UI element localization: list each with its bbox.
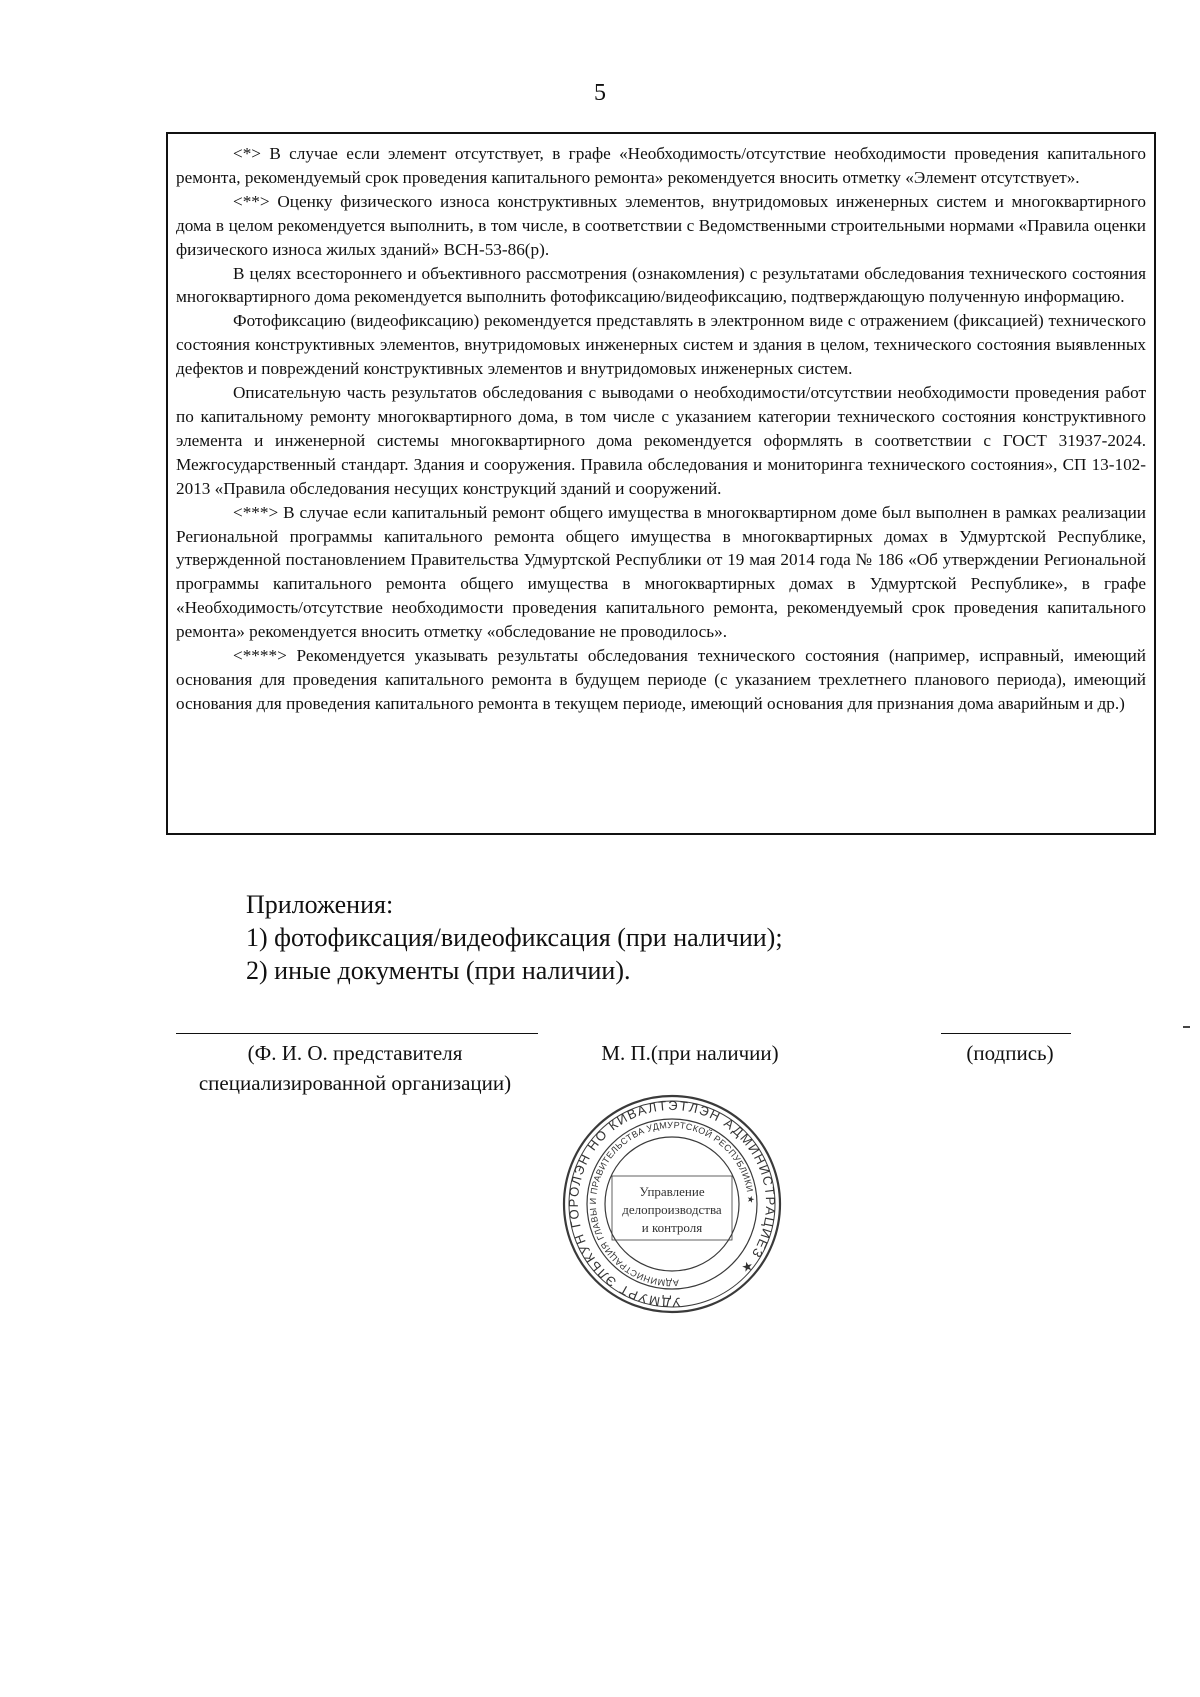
- margin-tick-mark: [1183, 1026, 1190, 1028]
- attachment-item: 1) фотофиксация/видеофиксация (при наличии);: [246, 923, 783, 952]
- attachments-section: [246, 888, 783, 987]
- note-photo-recording: В целях всестороннего и объективного рассмотрения (ознакомления) с результатами обследования технического состояния многоквартирного дома рекомендуется выполнить фотофиксацию/видеофиксацию, подтверждающую полученную информацию.: [176, 263, 1146, 307]
- attachment-item: 2) иные документы (при наличии).: [246, 956, 631, 985]
- seal-outer-ring-text: УДМУРТ ЭЛЬКУН ГОРОЛЭН НО КИВАЛТЭТЛЭН АДМИНИСТРАЦИЕЗ ★: [565, 1097, 779, 1311]
- seal-graphic: [560, 1092, 784, 1316]
- page-number: 5: [594, 80, 606, 106]
- footnotes-box: [166, 132, 1156, 835]
- fio-caption-line2: специализированной организации): [198, 1071, 512, 1095]
- fio-caption-line1: (Ф. И. О. представителя: [247, 1041, 463, 1065]
- attachments-heading: Приложения:: [246, 890, 394, 919]
- note-descriptive-part: Описательную часть результатов обследования с выводами о необходимости/отсутствии необходимости проведения работ по капитальному ремонту многоквартирного дома, в том числе с указанием категории технического состояния конструктивного элемента и инженерной системы многоквартирного дома рекомендуется оформлять в соответствии с ГОСТ 31937-2024. Межгосударственный стандарт. Здания и сооружения. Правила обследования и мониторинга технического состояния», СП 13-102-2013 «Правила обследования несущих конструкций зданий и сооружений.: [176, 383, 1146, 498]
- seal-center-line2: делопроизводства: [622, 1202, 722, 1217]
- footnote-regional-program: <***> В случае если капитальный ремонт общего имущества в многоквартирном доме был выполнен в рамках реализации Региональной программы капитального ремонта общего имущества в многоквартирных домах в Удмуртской Республике, утвержденной постановлением Правительства Удмуртской Республики от 19 мая 2014 года № 186 «Об утверждении Региональной программы капитального ремонта общего имущества в многоквартирных домах в Удмуртской Республике», в графе «Необходимость/отсутствие необходимости проведения капитального ремонта, рекомендуемый срок проведения капитального ремонта» рекомендуется вносить отметку «обследование не проводилось».: [176, 502, 1146, 642]
- official-seal-stamp: [560, 1092, 784, 1316]
- footnote-physical-wear: <**> Оценку физического износа конструктивных элементов, внутридомовых инженерных систем и многоквартирного дома в целом рекомендуется выполнить, в том числе, в соответствии с Ведомственными строительными нормами «Правила оценки физического износа жилых зданий» ВСН-53-86(р).: [176, 191, 1146, 259]
- seal-center-line1: Управление: [639, 1184, 705, 1199]
- fio-signature-line: [176, 1033, 538, 1034]
- footnote-element-absent: <*> В случае если элемент отсутствует, в графе «Необходимость/отсутствие необходимости проведения капитального ремонта, рекомендуемый срок проведения капитального ремонта» рекомендуется вносить отметку «Элемент отсутствует».: [176, 144, 1146, 187]
- note-photo-format: Фотофиксацию (видеофиксацию) рекомендуется представлять в электронном виде с отражением (фиксацией) технического состояния конструктивных элементов, внутридомовых инженерных систем и здания в целом, технического состояния выявленных дефектов и повреждений конструктивных элементов и внутридомовых инженерных систем.: [176, 311, 1146, 379]
- seal-place-caption: М. П.(при наличии): [601, 1041, 779, 1065]
- seal-center-line3: и контроля: [641, 1220, 703, 1235]
- footnote-survey-results: <****> Рекомендуется указывать результаты обследования технического состояния (например, исправный, имеющий основания для проведения капитального ремонта в будущем периоде (с указанием трехлетнего планового периода), имеющий основания для проведения капитального ремонта в текущем периоде, имеющий основания для признания дома аварийным и др.): [176, 646, 1146, 713]
- fio-caption: [170, 1038, 540, 1098]
- signature-caption: (подпись): [966, 1041, 1054, 1065]
- seal-middle-ring-text: АДМИНИСТРАЦИЯ ГЛАВЫ И ПРАВИТЕЛЬСТВА УДМУРТСКОЙ РЕСПУБЛИКИ ★: [587, 1119, 757, 1289]
- signature-line: [941, 1033, 1071, 1034]
